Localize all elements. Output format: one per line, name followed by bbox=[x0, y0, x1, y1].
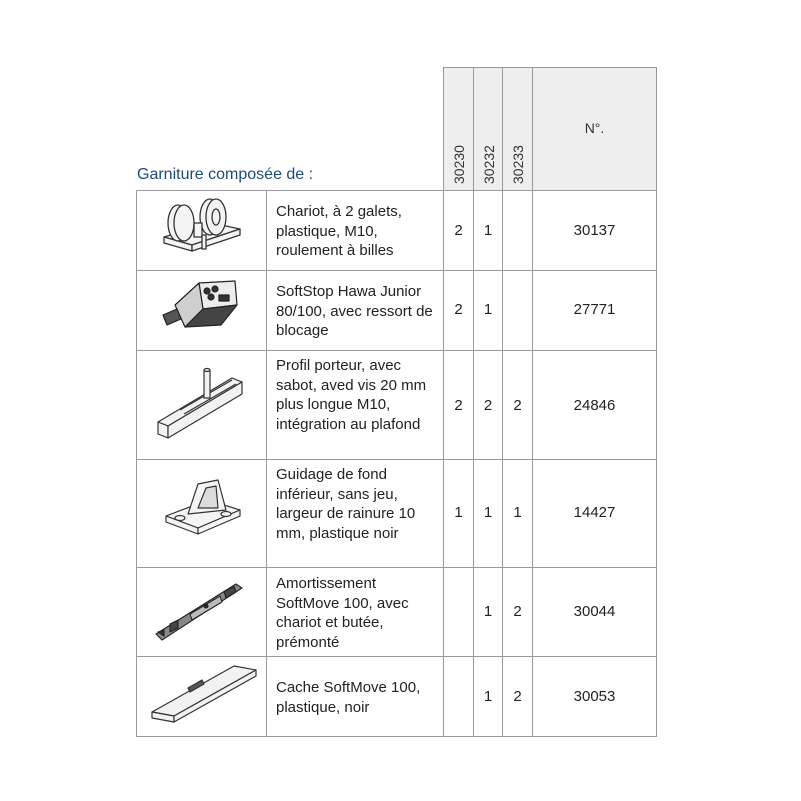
column-header-30233: 30233 bbox=[510, 145, 526, 184]
grid-line bbox=[136, 459, 657, 460]
article-number: 14427 bbox=[573, 504, 616, 521]
description-cell: Chariot, à 2 galets, plastique, M10, roulement à billes bbox=[276, 203, 402, 260]
quantity-30233: 2 bbox=[513, 397, 522, 414]
grid-line bbox=[266, 190, 267, 737]
quantity-30233: 2 bbox=[513, 688, 522, 705]
table-heading: Garniture composée de : bbox=[137, 166, 314, 183]
quantity-30233: 2 bbox=[513, 603, 522, 620]
description-cell: Amortissement SoftMove 100, avec chariot et butée, prémonté bbox=[276, 575, 409, 651]
article-number: 30053 bbox=[573, 688, 616, 705]
amortissement-image bbox=[150, 572, 250, 652]
grid-line bbox=[136, 567, 657, 568]
grid-line bbox=[656, 67, 657, 737]
description-cell: SoftStop Hawa Junior 80/100, avec ressort de blocage bbox=[276, 283, 433, 340]
grid-line bbox=[136, 656, 657, 657]
quantity-30232: 2 bbox=[483, 397, 493, 414]
profil-image bbox=[150, 360, 250, 450]
article-number: 30137 bbox=[573, 222, 616, 239]
quantity-30232: 1 bbox=[483, 603, 493, 620]
grid-line bbox=[136, 190, 657, 191]
grid-line bbox=[136, 270, 657, 271]
chariot-image bbox=[150, 195, 250, 265]
quantity-30232: 1 bbox=[483, 504, 493, 521]
description-cell: Guidage de fond inférieur, sans jeu, largeur de rainure 10 mm, plastique noir bbox=[276, 466, 416, 542]
quantity-30230: 2 bbox=[454, 222, 463, 239]
article-number: 27771 bbox=[573, 301, 616, 318]
column-header-30232: 30232 bbox=[481, 145, 497, 184]
quantity-30230: 2 bbox=[454, 397, 463, 414]
grid-line bbox=[136, 190, 137, 737]
quantity-30232: 1 bbox=[483, 222, 493, 239]
quantity-30232: 1 bbox=[483, 688, 493, 705]
quantity-30230: 1 bbox=[454, 504, 463, 521]
article-number: 30044 bbox=[573, 603, 616, 620]
column-header-number: N°. bbox=[584, 120, 605, 136]
quantity-30233: 1 bbox=[513, 504, 522, 521]
grid-line bbox=[444, 67, 657, 68]
column-header-30230: 30230 bbox=[451, 145, 467, 184]
cache-image bbox=[150, 662, 260, 732]
quantity-30232: 1 bbox=[483, 301, 493, 318]
description-cell: Profil porteur, avec sabot, aved vis 20 mm plus longue M10, intégration au plafond bbox=[276, 357, 427, 433]
description-cell: Cache SoftMove 100, plastique, noir bbox=[276, 679, 421, 716]
article-number: 24846 bbox=[573, 397, 616, 414]
quantity-30230: 2 bbox=[454, 301, 463, 318]
softstop-image bbox=[155, 275, 245, 345]
guidage-image bbox=[158, 470, 248, 550]
grid-line bbox=[136, 736, 657, 737]
grid-line bbox=[136, 350, 657, 351]
